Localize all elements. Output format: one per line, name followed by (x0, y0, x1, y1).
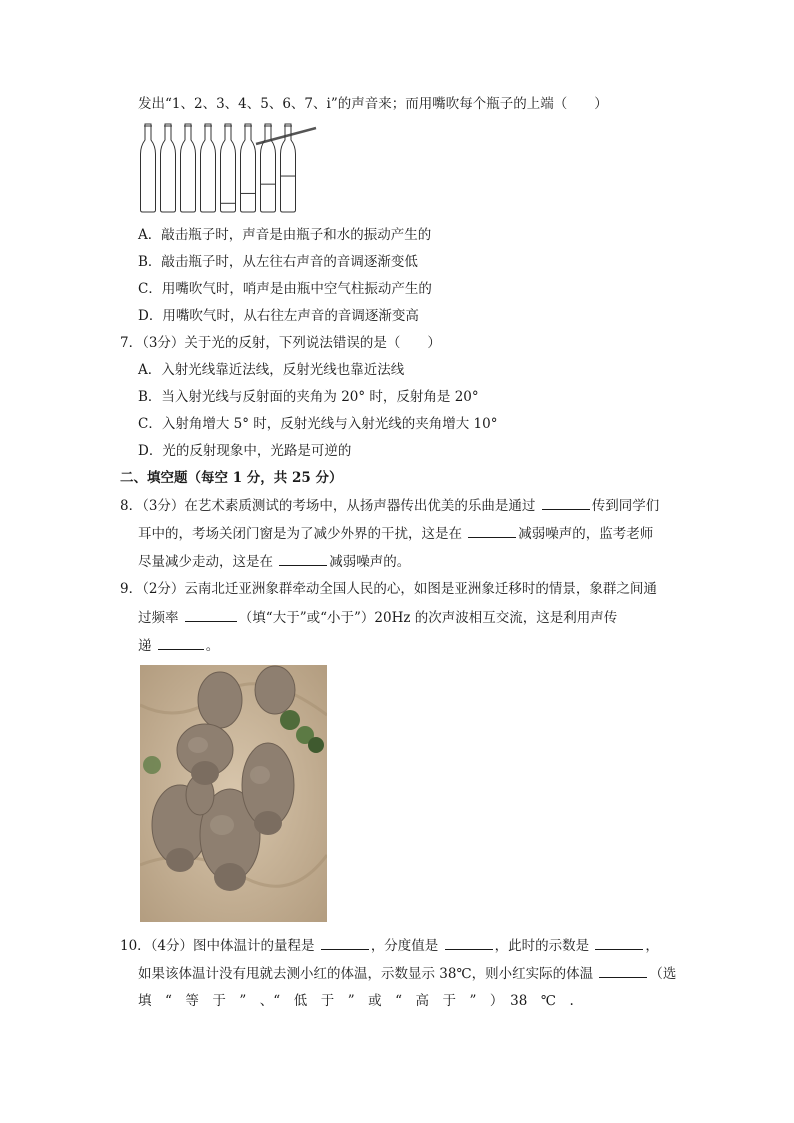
q8-text: 8．（3分）在艺术素质测试的考场中，从扬声器传出优美的乐曲是通过 (120, 498, 540, 514)
q6-stem-continuation: 发出“1、2、3、4、5、6、7、i”的声音来；而用嘴吹每个瓶子的上端（ ） (138, 96, 608, 112)
q6-option-a[interactable]: A．敲击瓶子时，声音是由瓶子和水的振动产生的 (138, 227, 432, 243)
q9-text: 过频率 (138, 610, 183, 626)
q9-text: 递 (138, 638, 156, 654)
q8-line-3 (138, 551, 410, 572)
q8-line-1 (120, 495, 659, 516)
q8-text: 减弱噪声的，监考老师 (518, 526, 654, 542)
q10-line-1 (120, 935, 659, 956)
q8-text: 尽量减少走动，这是在 (138, 554, 278, 570)
q6-option-d[interactable]: D．用嘴吹气时，从右往左声音的音调逐渐变高 (138, 308, 419, 324)
bottle (261, 124, 276, 212)
q8-text: 耳中的，考场关闭门窗是为了减少外界的干扰，这是在 (138, 526, 467, 542)
bottle (161, 124, 176, 212)
q10-text: （选 (649, 966, 677, 982)
q6-option-c[interactable]: C．用嘴吹气时，哨声是由瓶中空气柱振动产生的 (138, 281, 432, 297)
q7-option-c[interactable]: C．入射角增大 5° 时，反射光线与入射光线的夹角增大 10° (138, 416, 498, 432)
q8-blank-1[interactable] (542, 495, 590, 510)
bottle (221, 124, 236, 212)
q10-blank-range[interactable] (321, 935, 369, 950)
q9-line-2 (138, 607, 617, 628)
bottle (141, 124, 156, 212)
section-heading: 二、填空题（每空 1 分，共 25 分） (120, 470, 343, 486)
q10-line-2 (138, 963, 676, 984)
q7-option-b[interactable]: B．当入射光线与反射面的夹角为 20° 时，反射角是 20° (138, 389, 479, 405)
bottle (181, 124, 196, 212)
q6-option-b[interactable]: B．敲击瓶子时，从左往右声音的音调逐渐变低 (138, 254, 418, 270)
bottle (241, 124, 256, 212)
q10-text: ， (645, 938, 659, 954)
q10-blank-compare[interactable] (599, 963, 647, 978)
q9-text: 。 (205, 638, 220, 654)
q9-blank-2[interactable] (158, 635, 204, 650)
q8-text: 减弱噪声的。 (329, 554, 411, 570)
q9-line-3 (138, 635, 219, 656)
q7-option-d[interactable]: D．光的反射现象中，光路是可逆的 (138, 443, 352, 459)
q10-line-3: 填 “ 等 于 ” 、“ 低 于 ” 或 “ 高 于 ” ） 38 ℃ . (138, 993, 574, 1009)
q10-blank-division[interactable] (445, 935, 493, 950)
q9-blank-1[interactable] (185, 607, 237, 622)
q8-blank-3[interactable] (279, 551, 327, 566)
q10-text: 10．（4分）图中体温计的量程是 (120, 938, 319, 954)
q10-blank-reading[interactable] (595, 935, 643, 950)
q7-stem: 7．（3分）关于光的反射，下列说法错误的是（ ） (120, 335, 441, 351)
q10-text: ，此时的示数是 (494, 938, 594, 954)
q10-text: 如果该体温计没有甩就去测小红的体温，示数显示 38℃，则小红实际的体温 (138, 966, 598, 982)
q8-line-2 (138, 523, 653, 544)
q10-text: ，分度值是 (370, 938, 443, 954)
q9-text: （填“大于”或“小于”）20Hz 的次声波相互交流，这是利用声传 (238, 610, 618, 626)
q8-text: 传到同学们 (591, 498, 660, 514)
bottle-row (141, 124, 296, 212)
bottle (201, 124, 216, 212)
q9-line-1: 9．（2分）云南北迁亚洲象群牵动全国人民的心，如图是亚洲象迁移时的情景，象群之间通 (120, 581, 657, 597)
bottles-figure (136, 122, 336, 218)
q7-option-a[interactable]: A．入射光线靠近法线，反射光线也靠近法线 (138, 362, 405, 378)
q8-blank-2[interactable] (468, 523, 516, 538)
elephant-herd-photo (140, 665, 327, 922)
